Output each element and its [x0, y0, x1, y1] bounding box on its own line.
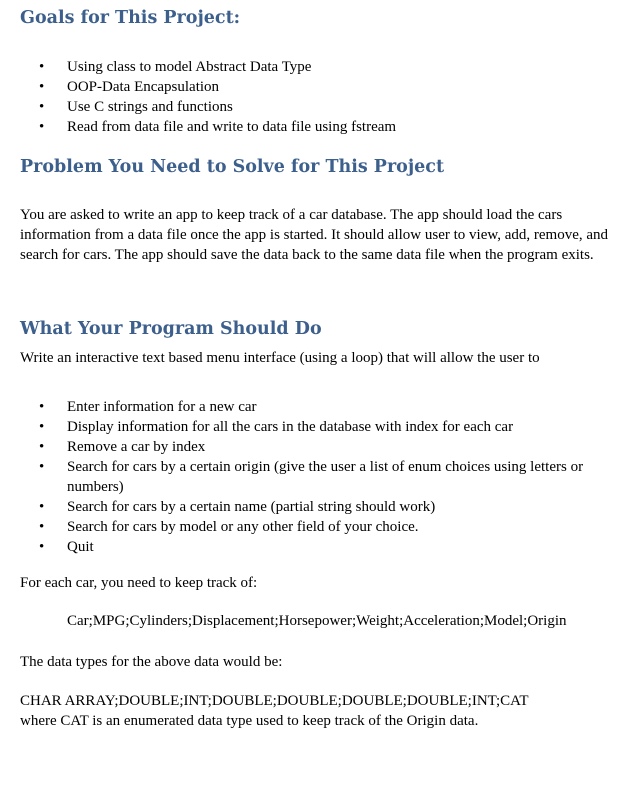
requirement-item: • Display information for all the cars in the database with index for each car: [0, 417, 622, 437]
program-requirements-list: [0, 397, 622, 557]
requirement-item: • Search for cars by a certain origin (give the user a list of enum choices using letters or numbers): [0, 457, 622, 497]
types-line: CHAR ARRAY;DOUBLE;INT;DOUBLE;DOUBLE;DOUBLE;DOUBLE;INT;CAT: [20, 693, 529, 709]
requirement-item: • Enter information for a new car: [0, 397, 622, 417]
requirement-item: • Search for cars by model or any other field of your choice.: [0, 517, 622, 537]
track-intro: For each car, you need to keep track of:: [20, 575, 258, 591]
requirement-item: • Quit: [0, 537, 622, 557]
fields-line: Car;MPG;Cylinders;Displacement;Horsepower;Weight;Acceleration;Model;Origin: [67, 613, 567, 629]
types-note: where CAT is an enumerated data type used to keep track of the Origin data.: [20, 713, 479, 729]
program-heading: What Your Program Should Do: [20, 319, 322, 339]
goal-item: • Using class to model Abstract Data Type: [0, 57, 622, 77]
requirement-item: • Search for cars by a certain name (partial string should work): [0, 497, 622, 517]
goals-list: [0, 57, 622, 137]
requirement-item: • Remove a car by index: [0, 437, 622, 457]
goal-item: • Read from data file and write to data file using fstream: [0, 117, 622, 137]
problem-paragraph: You are asked to write an app to keep track of a car database. The app should load the cars information from a data file once the app is started. It should allow user to view, add, remove, and search for cars. The app should save the data back to the same data file when the program exits.: [20, 207, 609, 263]
types-intro: The data types for the above data would be:: [20, 654, 283, 670]
goal-item: • Use C strings and functions: [0, 97, 622, 117]
goals-heading: Goals for This Project:: [20, 8, 241, 28]
goal-item: • OOP-Data Encapsulation: [0, 77, 622, 97]
problem-heading: Problem You Need to Solve for This Project: [20, 157, 445, 177]
program-intro: Write an interactive text based menu interface (using a loop) that will allow the user to: [20, 350, 540, 366]
